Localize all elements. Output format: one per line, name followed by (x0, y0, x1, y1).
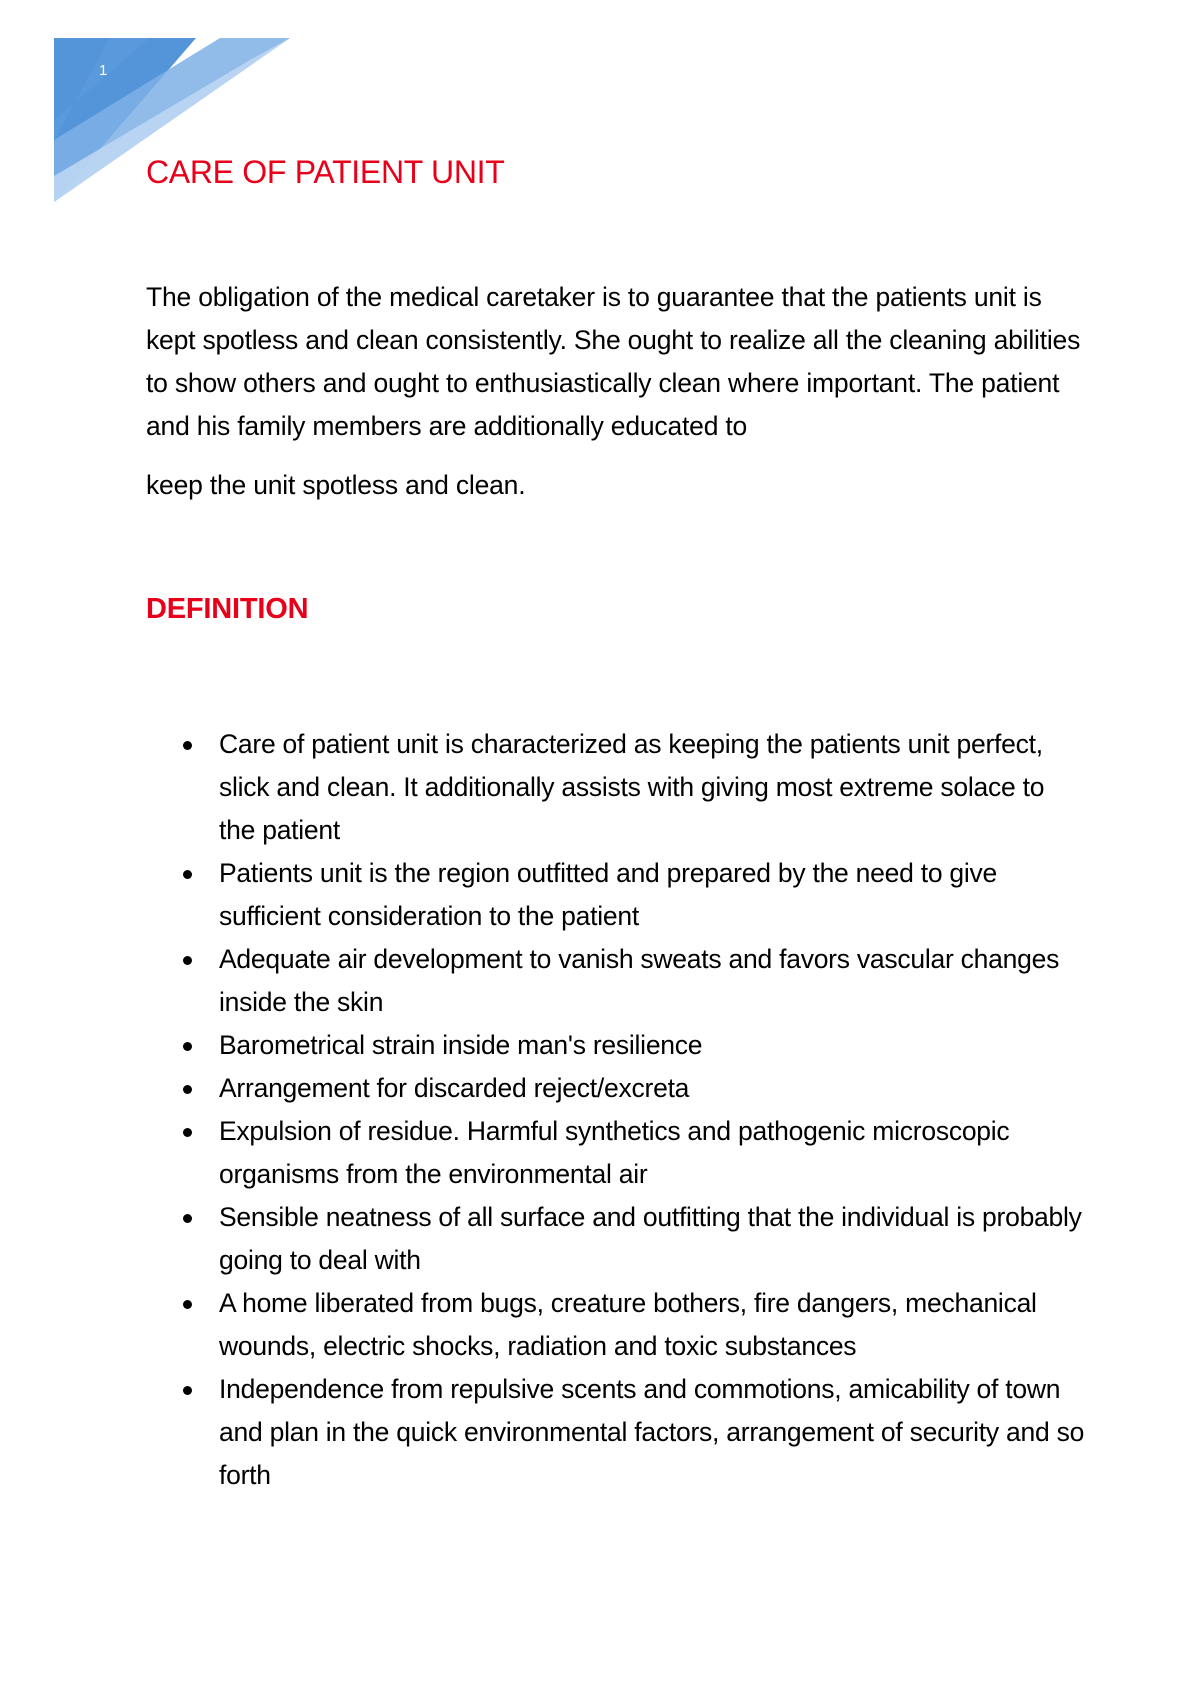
list-item-text: Expulsion of residue. Harmful synthetics and pathogenic microscopic organisms from the environmental air (219, 1116, 1010, 1189)
list-item (219, 1110, 1086, 1196)
bullet-icon (183, 1085, 192, 1094)
list-item-text: Barometrical strain inside man's resilience (219, 1030, 703, 1060)
definition-heading: DEFINITION (146, 593, 309, 625)
bullet-icon (183, 956, 192, 965)
list-item (219, 852, 1086, 938)
list-item-text: Independence from repulsive scents and commotions, amicability of town and plan in the quick environmental factors, arrangement of security and so forth (219, 1374, 1085, 1490)
list-item (219, 723, 1086, 852)
list-item (219, 1067, 1086, 1110)
list-item (219, 1368, 1086, 1497)
bullet-icon (183, 1386, 192, 1395)
document-title: CARE OF PATIENT UNIT (146, 154, 505, 190)
bullet-icon (183, 741, 192, 750)
list-item-text: Sensible neatness of all surface and outfitting that the individual is probably going to deal with (219, 1202, 1082, 1275)
list-item (219, 1282, 1086, 1368)
list-item-text: Adequate air development to vanish sweats and favors vascular changes inside the skin (219, 944, 1060, 1017)
list-item-text: Patients unit is the region outfitted and prepared by the need to give sufficient consideration to the patient (219, 858, 998, 931)
bullet-icon (183, 1214, 192, 1223)
bullet-icon (183, 870, 192, 879)
definition-list (146, 723, 1086, 1497)
list-item (219, 1196, 1086, 1282)
list-item (219, 1024, 1086, 1067)
bullet-icon (183, 1300, 192, 1309)
intro-continuation: keep the unit spotless and clean. (146, 470, 526, 500)
page-number: 1 (99, 62, 108, 79)
list-item-text: Arrangement for discarded reject/excreta (219, 1073, 690, 1103)
list-item-text: Care of patient unit is characterized as keeping the patients unit perfect, slick and clean. It additionally assists with giving most extreme solace to the patient (219, 729, 1045, 845)
intro-paragraph: The obligation of the medical caretaker is to guarantee that the patients unit is kept spotless and clean consistently. She ought to realize all the cleaning abilities to show others and ought to enthusiastically clean where important. The patient and his family members are additionally educated to (146, 282, 1081, 441)
bullet-icon (183, 1128, 192, 1137)
list-item-text: A home liberated from bugs, creature bothers, fire dangers, mechanical wounds, electric shocks, radiation and toxic substances (219, 1288, 1037, 1361)
list-item (219, 938, 1086, 1024)
bullet-icon (183, 1042, 192, 1051)
document-content (146, 150, 1086, 1497)
